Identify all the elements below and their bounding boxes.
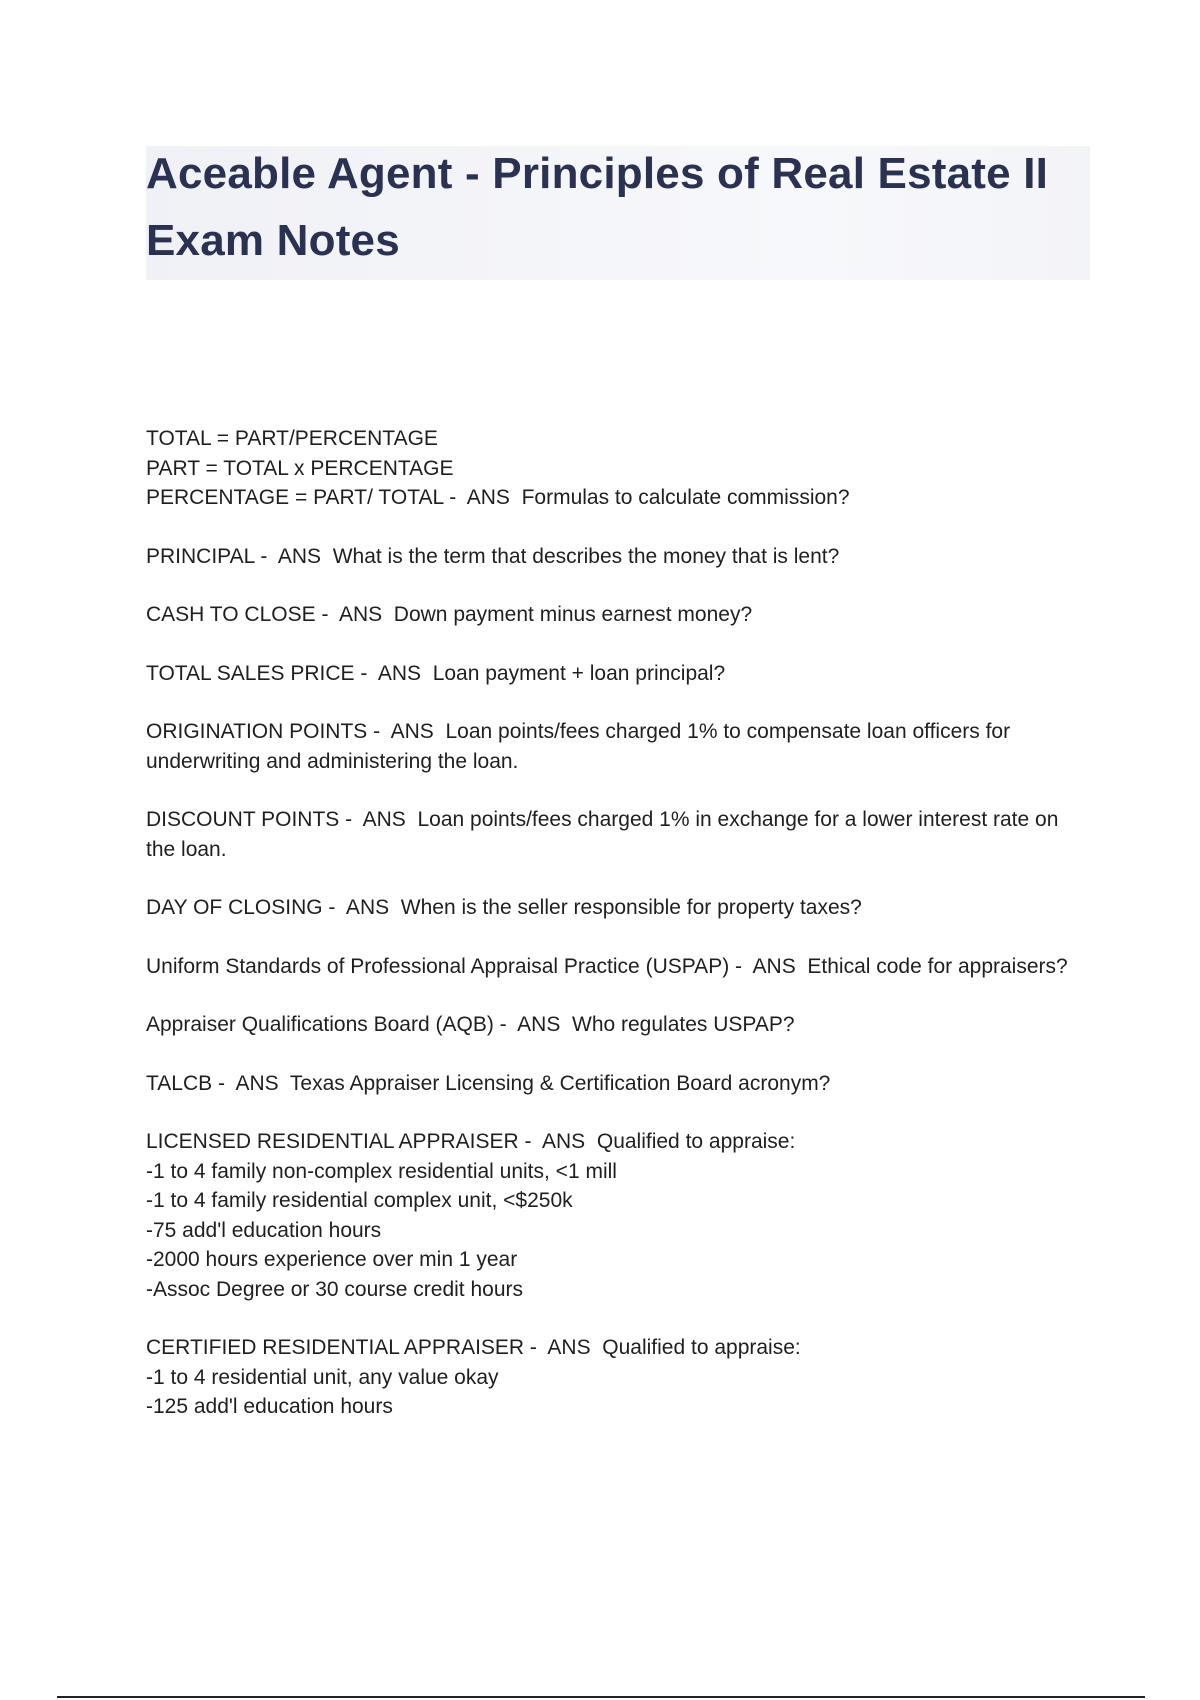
qa-line: -1 to 4 residential unit, any value okay — [146, 1365, 499, 1389]
qa-line: TALCB - ANS Texas Appraiser Licensing & Certification Board acronym? — [146, 1071, 831, 1095]
qa-line: PRINCIPAL - ANS What is the term that describes the money that is lent? — [146, 544, 840, 568]
qa-line: Appraiser Qualifications Board (AQB) - ANS Who regulates USPAP? — [146, 1013, 795, 1036]
qa-line: -Assoc Degree or 30 course credit hours — [146, 1277, 524, 1301]
qa-entry — [146, 542, 1090, 572]
qa-entry — [146, 600, 1090, 630]
qa-line: -75 add'l education hours — [146, 1218, 382, 1242]
qa-entry — [146, 805, 1090, 864]
qa-entry — [146, 424, 1090, 513]
qa-entry — [146, 952, 1090, 982]
qa-line: DISCOUNT POINTS - ANS Loan points/fees charged 1% in exchange for a lower interest rate on the loan. — [146, 808, 1065, 861]
qa-entry — [146, 659, 1090, 689]
qa-entry — [146, 1127, 1090, 1304]
qa-line: CERTIFIED RESIDENTIAL APPRAISER - ANS Qualified to appraise: — [146, 1336, 801, 1359]
qa-entry — [146, 1333, 1090, 1422]
qa-entry — [146, 893, 1090, 923]
page-bottom-divider — [57, 1696, 1145, 1698]
notes-body — [146, 424, 1090, 1451]
qa-line: -1 to 4 family non-complex residential units, <1 mill — [146, 1159, 617, 1183]
qa-line: PART = TOTAL x PERCENTAGE — [146, 456, 454, 480]
qa-entry — [146, 1069, 1090, 1099]
document-title: Aceable Agent - Principles of Real Estate II Exam Notes — [146, 149, 1049, 265]
qa-line: DAY OF CLOSING - ANS When is the seller responsible for property taxes? — [146, 896, 862, 919]
qa-entry — [146, 1010, 1090, 1040]
qa-line: -2000 hours experience over min 1 year — [146, 1248, 518, 1271]
qa-line: ORIGINATION POINTS - ANS Loan points/fees charged 1% to compensate loan officers for underwriting and administering the loan. — [146, 720, 1016, 773]
qa-entry — [146, 717, 1090, 776]
qa-line: -1 to 4 family residential complex unit, <$250k — [146, 1189, 573, 1212]
qa-line: Uniform Standards of Professional Appraisal Practice (USPAP) - ANS Ethical code for appraisers? — [146, 954, 1068, 978]
qa-line: PERCENTAGE = PART/ TOTAL - ANS Formulas to calculate commission? — [146, 486, 850, 509]
qa-line: TOTAL = PART/PERCENTAGE — [146, 427, 438, 450]
qa-line: CASH TO CLOSE - ANS Down payment minus earnest money? — [146, 603, 753, 626]
qa-line: -125 add'l education hours — [146, 1395, 393, 1418]
qa-line: LICENSED RESIDENTIAL APPRAISER - ANS Qualified to appraise: — [146, 1130, 796, 1153]
qa-line: TOTAL SALES PRICE - ANS Loan payment + loan principal? — [146, 661, 726, 685]
